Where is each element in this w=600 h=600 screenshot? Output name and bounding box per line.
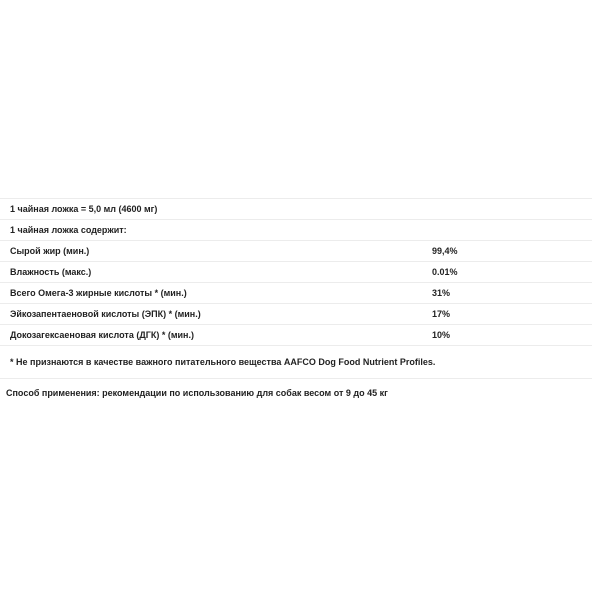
row-value: 31% xyxy=(432,288,451,298)
row-label: 1 чайная ложка = 5,0 мл (4600 мг) xyxy=(10,204,158,214)
table-row xyxy=(0,325,592,346)
table-row xyxy=(0,304,592,325)
row-label: Всего Омега-3 жирные кислоты * (мин.) xyxy=(10,288,187,298)
row-value: 10% xyxy=(432,330,451,340)
row-label: Эйкозапентаеновой кислоты (ЭПК) * (мин.) xyxy=(10,309,201,319)
row-label: Докозагексаеновая кислота (ДГК) * (мин.) xyxy=(10,330,194,340)
table-row xyxy=(0,220,592,241)
table-row xyxy=(0,241,592,262)
nutrient-table xyxy=(0,198,592,379)
row-label: Влажность (макс.) xyxy=(10,267,92,277)
row-label: 1 чайная ложка содержит: xyxy=(10,225,127,235)
table-row xyxy=(0,283,592,304)
footnote: * Не признаются в качестве важного питательного вещества AAFCO Dog Food Nutrient Profiles. xyxy=(10,357,436,367)
table-row xyxy=(0,262,592,283)
footnote-row xyxy=(0,346,592,379)
usage-instructions: Способ применения: рекомендации по использованию для собак весом от 9 до 45 кг xyxy=(6,388,388,398)
row-label: Сырой жир (мин.) xyxy=(10,246,90,256)
row-value: 99,4% xyxy=(432,246,458,256)
row-value: 0.01% xyxy=(432,267,458,277)
row-value: 17% xyxy=(432,309,451,319)
table-row xyxy=(0,199,592,220)
